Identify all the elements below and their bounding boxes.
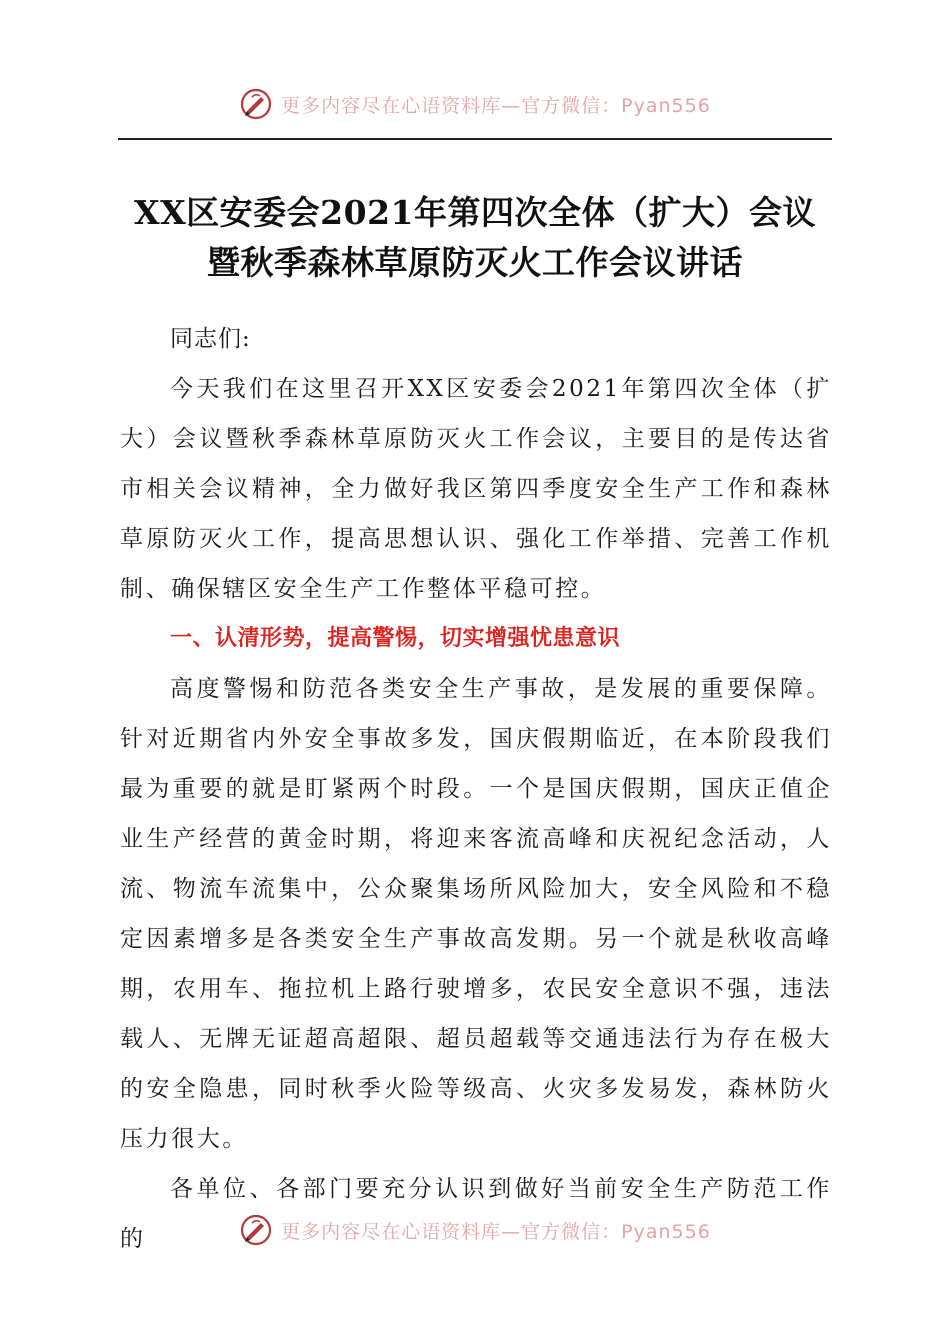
paragraph: 各单位、各部门要充分认识到做好当前安全生产防范工作的 [120,1176,832,1252]
paragraph: 今天我们在这里召开XX区安委会2021年第四次全体（扩大）会议暨秋季森林草原防灭火工作会议，主要目的是传达省市相关会议精神，全力做好我区第四季度安全生产工作和森林草原防灭火工作，提高思想认识、强化工作举措、完善工作机制、确保辖区安全生产工作整体平稳可控。 [120,376,832,602]
footer-banner [0,1208,950,1252]
header-divider [118,138,832,140]
banner-text: 更多内容尽在心语资料库—官方微信：Pyan556 [281,1220,711,1243]
title-line-1: XX区安委会2021年第四次全体（扩大）会议 [133,193,817,232]
title-line-2: 暨秋季森林草原防灭火工作会议讲话 [207,243,743,282]
section-heading: 一、认清形势，提高警惕，切实增强忧患意识 [170,626,621,651]
pen-logo-icon [239,87,273,121]
greeting: 同志们: [170,326,251,352]
document-body [120,314,832,1264]
banner-text: 更多内容尽在心语资料库—官方微信：Pyan556 [281,94,711,117]
document-title [0,188,950,288]
header-banner [0,82,950,126]
pen-logo-icon [239,1213,273,1247]
paragraph: 高度警惕和防范各类安全生产事故，是发展的重要保障。针对近期省内外安全事故多发，国庆假期临近，在本阶段我们最为重要的就是盯紧两个时段。一个是国庆假期，国庆正值企业生产经营的黄金时期，将迎来客流高峰和庆祝纪念活动，人流、物流车流集中，公众聚集场所风险加大，安全风险和不稳定因素增多是各类安全生产事故高发期。另一个就是秋收高峰期，农用车、拖拉机上路行驶增多，农民安全意识不强，违法载人、无牌无证超高超限、超员超载等交通违法行为存在极大的安全隐患，同时秋季火险等级高、火灾多发易发，森林防火压力很大。 [120,676,832,1152]
